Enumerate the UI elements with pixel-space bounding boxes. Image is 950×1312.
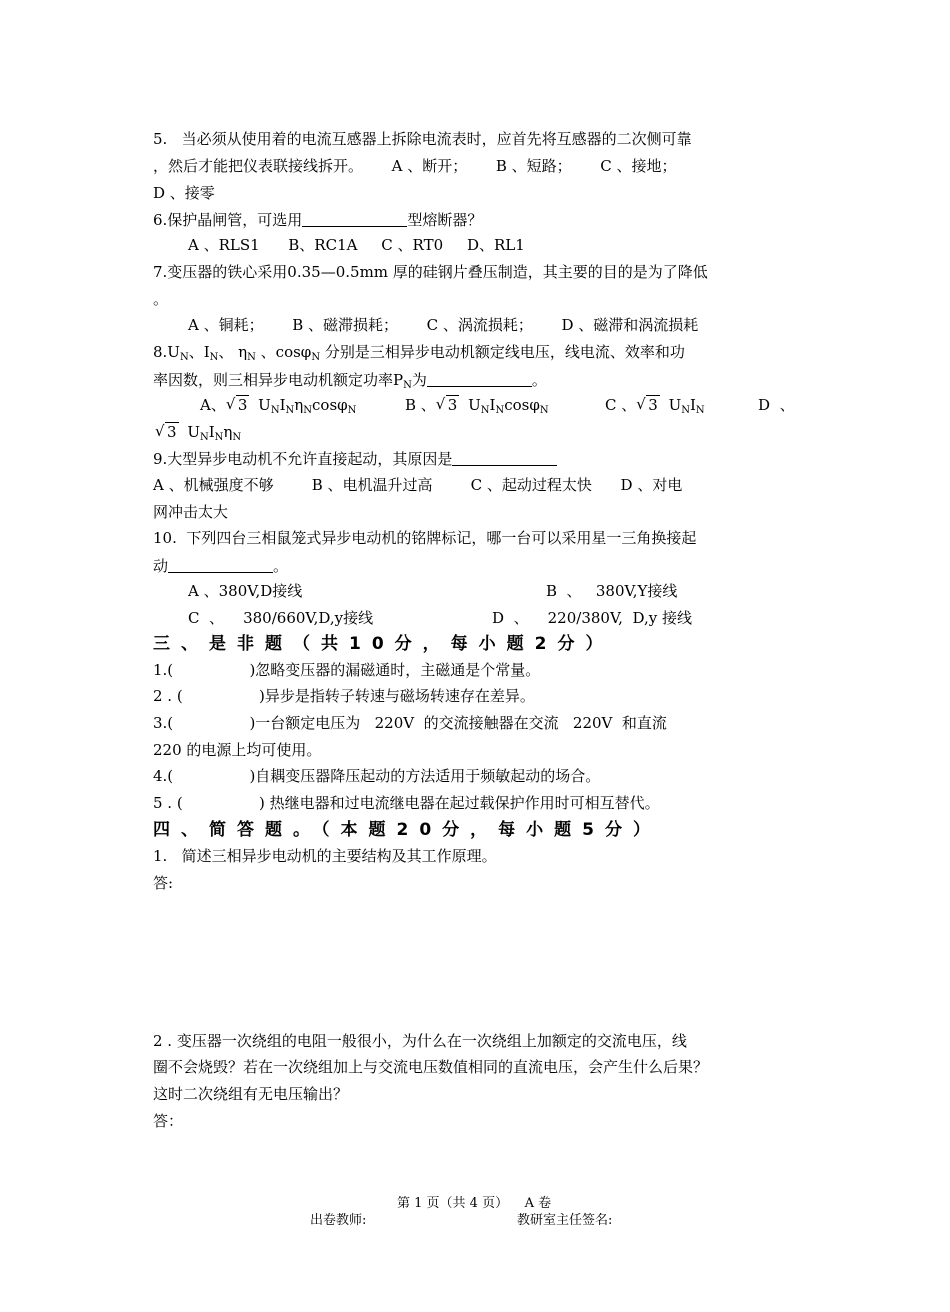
q9-options-line1: A 、机械强度不够 B 、电机温升过高 C 、起动过程太快 D 、对电 [153,476,683,494]
q5-line2: ，然后才能把仪表联接线拆开。 A 、断开； B 、短路； C 、接地； [153,157,677,175]
sa-question-2-line1: 2 . 变压器一次绕组的电阻一般很小，为什么在一次绕组上加额定的交流电压，线 [153,1032,687,1050]
q6-stem: 6.保护晶闸管，可选用 型熔断器？ [153,211,483,229]
sqrt-icon: √ 3 [636,398,660,413]
q9-stem: 9.大型异步电动机不允许直接起动，其原因是 [153,451,557,467]
q6-answer-blank [302,212,407,227]
q7-options: A 、铜耗； B 、磁滞损耗； C 、涡流损耗； D 、磁滞和涡流损耗 [188,316,699,334]
sqrt-icon: √ 3 [226,398,250,413]
section4-title: 四、简答题。（本题20分，每小题5分） [153,820,661,840]
q10-option-c: C 、 380/660V,D,y接线 [188,609,374,627]
q5-line1: 5. 当必须从使用着的电流互感器上拆除电流表时，应首先将互感器的二次侧可靠 [153,130,692,148]
q8-option-d: √ 3 $U_NI_N\eta_N$ [155,425,241,443]
q8-option-a: A、√ 3 $U_NI_N\eta_N\cos\varphi_N$ [200,398,356,416]
sa-question-2-line2: 圈不会烧毁？若在一次绕组加上与交流电压数值相同的直流电压，会产生什么后果？ [153,1058,709,1076]
q8-option-d-label: D 、 [758,396,795,414]
q10-line1: 10. 下列四台三相鼠笼式异步电动机的铭牌标记，哪一台可以采用星一三角换接起 [153,529,697,547]
q10-option-b: B 、 380V,Y接线 [546,582,678,600]
tf-item-3: 3.( )一台额定电压为 220V 的交流接触器在交流 220V 和直流 [153,714,667,732]
q9-answer-blank [452,451,557,466]
q9-options-line2: 网冲击太大 [153,503,229,521]
q7-line1: 7.变压器的铁心采用0.35—0.5mm 厚的硅钢片叠压制造，其主要的目的是为了降低 [153,263,708,281]
q8-line2: 率因数，则三相异步电动机额定功率$P_N$为 。 [153,371,547,391]
tf-item-5: 5 . ( ) 热继电器和过电流继电器在起过载保护作用时可相互替代。 [153,794,660,812]
sa-question-2-line3: 这时二次绕组有无电压输出？ [153,1085,349,1103]
sa-question-1: 1. 简述三相异步电动机的主要结构及其工作原理。 [153,847,497,865]
q10-line2: 动 。 [153,557,289,575]
q10-option-d: D 、 220/380V, D,y 接线 [492,609,692,627]
q8-option-c: C 、√ 3 $U_NI_N$ [605,398,705,416]
answer-label-1: 答: [153,874,174,892]
q8-line1: $8.U_N$、$I_N$、 $\eta_N$ 、cosφ$_N$ 分别是三相异步电动机额定线电压，线电流、效率和功 [153,343,685,363]
section3-title: 三、是非题（共10分，每小题2分） [153,634,614,654]
director-signature-label: 教研室主任签名: [517,1213,613,1228]
tf-item-4: 4.( )自耦变压器降压起动的方法适用于频敏起动的场合。 [153,767,601,785]
page-footer: 第 1 页（共 4 页） A 卷 [397,1196,552,1211]
tf-item-2: 2 . ( )异步是指转子转速与磁场转速存在差异。 [153,687,535,705]
q5-line3: D 、接零 [153,184,215,202]
q10-option-a: A 、380V,D接线 [188,582,303,600]
tf-item-1: 1.( )忽略变压器的漏磁通时，主磁通是个常量。 [153,661,541,679]
q7-line2: 。 [153,290,169,308]
q8-option-b: B 、√ 3 $U_NI_N\cos\varphi_N$ [405,398,549,416]
teacher-label: 出卷教师: [310,1213,367,1228]
q8-answer-blank [427,372,532,387]
q10-answer-blank [168,558,273,573]
answer-label-2: 答： [153,1112,184,1130]
sqrt-icon: √ 3 [436,398,460,413]
tf-item-3-cont: 220 的电源上均可使用。 [153,741,322,759]
q6-options: A 、RLS1 B、RC1A C 、RT0 D、RL1 [188,236,525,254]
sqrt-icon: √ 3 [155,425,179,440]
